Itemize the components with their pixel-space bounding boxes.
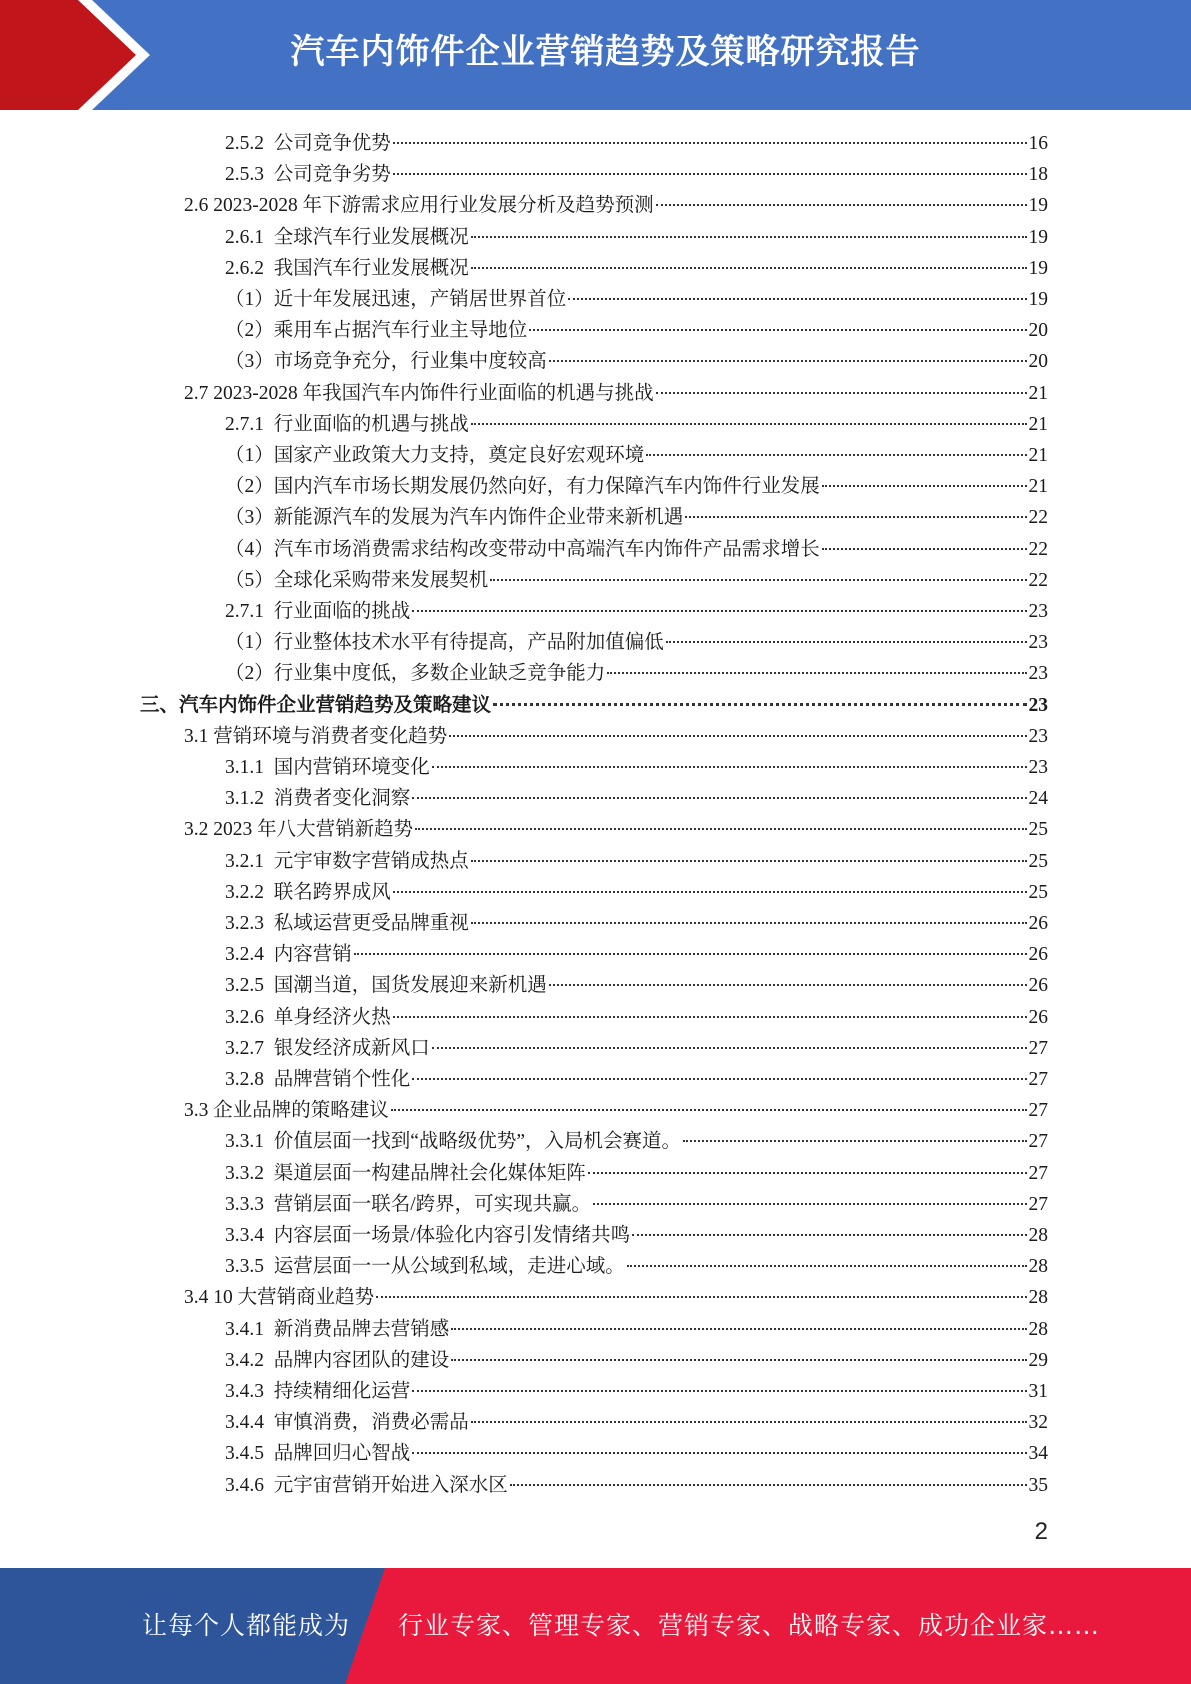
toc-entry[interactable]	[225, 315, 1048, 346]
toc-leader-dots	[549, 984, 1027, 986]
toc-entry-number: 3.4	[184, 1287, 209, 1309]
toc-entry-page: 34	[1028, 1443, 1048, 1465]
toc-entry[interactable]	[225, 440, 1048, 471]
toc-entry-title	[225, 783, 410, 814]
toc-entry-page: 32	[1028, 1412, 1048, 1434]
toc-entry-title	[225, 1470, 508, 1501]
toc-entry-number: 3.3	[184, 1100, 209, 1122]
toc-entry-number: （4）	[225, 538, 274, 560]
toc-leader-dots	[471, 236, 1027, 238]
toc-leader-dots	[627, 1265, 1027, 1267]
toc-entry-text: 私域运营更受品牌重视	[273, 913, 469, 934]
toc-leader-dots	[471, 922, 1027, 924]
toc-entry-title	[184, 190, 654, 221]
toc-leader-dots	[412, 1390, 1026, 1392]
toc-entry-page: 26	[1028, 975, 1048, 997]
toc-entry-number: 3.2.7	[225, 1037, 264, 1059]
toc-leader-dots	[549, 360, 1027, 362]
toc-entry-page: 27	[1028, 1193, 1048, 1215]
toc-entry[interactable]	[225, 908, 1048, 939]
toc-entry-page: 25	[1028, 881, 1048, 903]
toc-entry-page: 22	[1028, 538, 1048, 560]
toc-entry-page: 19	[1028, 226, 1048, 248]
toc-entry-page: 18	[1028, 164, 1048, 186]
toc-entry-title	[225, 534, 820, 565]
toc-entry-title	[225, 159, 391, 190]
toc-entry-text: 单身经济火热	[273, 1006, 391, 1028]
toc-entry[interactable]	[225, 1064, 1048, 1095]
toc-entry[interactable]	[225, 1126, 1048, 1157]
toc-entry-title	[225, 1126, 681, 1157]
toc-entry-page: 20	[1028, 351, 1048, 373]
toc-entry-number: 3.2.6	[225, 1006, 264, 1028]
toc-entry[interactable]	[184, 814, 1048, 845]
toc-entry-number: 3.2.2	[225, 881, 264, 903]
toc-leader-dots	[471, 267, 1027, 269]
toc-entry-title	[225, 1407, 469, 1438]
toc-entry[interactable]	[225, 1376, 1048, 1407]
toc-entry-page: 22	[1028, 569, 1048, 591]
toc-entry-text: 元宇审数字营销成热点	[273, 850, 469, 872]
toc-entry-title	[225, 1033, 430, 1064]
toc-entry-text: 市场竞争充分，行业集中度较高	[273, 351, 547, 373]
toc-entry-title	[225, 1251, 625, 1282]
toc-leader-dots	[822, 485, 1027, 487]
toc-entry-number: 3.2.5	[225, 975, 264, 997]
toc-entry-text: 营销层面一联名/跨界，可实现共赢。	[273, 1193, 592, 1215]
toc-entry[interactable]	[184, 1095, 1048, 1126]
toc-leader-dots	[822, 548, 1027, 550]
toc-entry-number: 3.3.2	[225, 1162, 264, 1184]
toc-entry-number: 3.4.1	[225, 1318, 264, 1340]
toc-entry-text: 我国汽车行业发展概况	[273, 257, 469, 279]
toc-entry-page: 27	[1028, 1069, 1048, 1090]
toc-entry[interactable]	[225, 284, 1048, 315]
toc-entry-number: （2）	[225, 320, 274, 342]
toc-entry-text: 联名跨界成风	[273, 881, 391, 903]
toc-entry-page: 28	[1028, 1256, 1048, 1278]
toc-entry-page: 27	[1028, 1131, 1048, 1153]
toc-entry-number: （1）	[225, 289, 274, 310]
toc-leader-dots	[449, 735, 1026, 737]
toc-entry[interactable]	[225, 846, 1048, 877]
toc-entry-title	[184, 814, 413, 845]
toc-entry-number: 3.3.3	[225, 1193, 264, 1215]
toc-leader-dots	[412, 797, 1026, 799]
toc-entry-text: 消费者变化洞察	[273, 788, 411, 810]
toc-entry[interactable]	[225, 1220, 1048, 1251]
toc-entry-text: 2023 年八大营销新趋势	[213, 819, 414, 841]
toc-leader-dots	[451, 1328, 1026, 1330]
toc-entry[interactable]	[140, 690, 1048, 721]
toc-leader-dots	[490, 579, 1026, 581]
toc-entry[interactable]	[184, 721, 1048, 752]
toc-entry-page: 26	[1028, 944, 1048, 966]
toc-entry-title	[184, 378, 654, 409]
toc-entry-page: 27	[1028, 1162, 1048, 1184]
footer-slogan-right: 行业专家、管理专家、营销专家、战略专家、成功企业家……	[398, 1611, 1101, 1640]
toc-entry-title	[225, 409, 469, 440]
toc-entry-number: 3.4.2	[225, 1349, 264, 1371]
toc-entry-page: 19	[1028, 257, 1048, 279]
toc-entry[interactable]	[225, 1002, 1048, 1033]
toc-entry-text: 新消费品牌去营销感	[273, 1318, 450, 1340]
toc-entry-page: 28	[1028, 1287, 1048, 1309]
toc-entry-title	[225, 346, 547, 377]
toc-entry-text: 行业集中度低，多数企业缺乏竞争能力	[273, 663, 606, 685]
toc-entry-number: 3.1	[184, 725, 209, 747]
toc-leader-dots	[451, 1359, 1026, 1361]
toc-entry-page: 19	[1028, 195, 1048, 217]
toc-entry[interactable]	[184, 378, 1048, 409]
toc-leader-dots	[432, 766, 1027, 768]
toc-leader-dots	[656, 204, 1027, 206]
toc-entry[interactable]	[225, 222, 1048, 253]
footer-slogan-left: 让每个人都能成为	[142, 1611, 351, 1640]
toc-entry-title	[140, 690, 491, 721]
toc-entry-number: 3.2.8	[225, 1069, 264, 1090]
toc-entry-number: （5）	[225, 569, 274, 591]
toc-entry-number: 3.2	[184, 819, 209, 841]
toc-entry-number: 3.4.4	[225, 1412, 264, 1434]
toc-entry-text: 2023-2028 年我国汽车内饰件行业面临的机遇与挑战	[213, 382, 654, 404]
toc-entry-text: 2023-2028 年下游需求应用行业发展分析及趋势预测	[213, 195, 654, 217]
toc-entry[interactable]	[225, 970, 1048, 1001]
toc-entry-text: 公司竞争劣势	[273, 164, 391, 186]
toc-entry-page: 25	[1028, 819, 1048, 841]
toc-entry-text: 全球化采购带来发展契机	[273, 569, 489, 591]
toc-entry-text: 国内营销环境变化	[273, 757, 430, 778]
toc-entry-number: 2.7	[184, 382, 209, 404]
toc-entry-text: 营销环境与消费者变化趋势	[213, 725, 448, 747]
toc-entry-number: 2.6.2	[225, 257, 264, 279]
toc-entry-text: 新能源汽车的发展为汽车内饰件企业带来新机遇	[273, 507, 684, 529]
toc-entry-text: 品牌内容团队的建设	[273, 1349, 450, 1371]
toc-entry-page: 23	[1028, 694, 1048, 716]
toc-entry[interactable]	[225, 939, 1048, 970]
toc-entry[interactable]	[225, 1407, 1048, 1438]
toc-entry-number: 3.1.1	[225, 757, 264, 778]
toc-entry-title	[225, 877, 391, 908]
toc-entry-number: 3.1.2	[225, 788, 264, 810]
toc-entry[interactable]	[225, 565, 1048, 596]
toc-entry-number: （1）	[225, 632, 274, 654]
toc-entry[interactable]	[225, 1314, 1048, 1345]
toc-entry-title	[184, 1095, 389, 1126]
toc-entry-text: 元宇宙营销开始进入深水区	[273, 1474, 508, 1496]
toc-entry-title	[225, 1345, 449, 1376]
toc-entry[interactable]	[225, 596, 1048, 627]
toc-entry[interactable]	[225, 1345, 1048, 1376]
toc-entry[interactable]	[225, 502, 1048, 533]
toc-entry-number: （3）	[225, 507, 274, 529]
toc-entry-number: 三、	[140, 694, 180, 716]
toc-entry-number: （2）	[225, 663, 274, 685]
toc-entry-title	[225, 1064, 410, 1095]
toc-leader-dots	[683, 1140, 1026, 1142]
toc-entry-page: 35	[1028, 1474, 1048, 1496]
toc-entry-number: 3.3.4	[225, 1225, 264, 1246]
toc-leader-dots	[432, 1047, 1027, 1049]
toc-leader-dots	[471, 1421, 1027, 1423]
toc-leader-dots	[393, 173, 1027, 175]
toc-entry-number: 3.3.1	[225, 1131, 264, 1153]
toc-entry-text: 国家产业政策大力支持，奠定良好宏观环境	[273, 445, 645, 466]
page-header	[0, 0, 1191, 110]
toc-entry-title	[225, 1189, 591, 1220]
toc-leader-dots	[412, 1078, 1026, 1080]
toc-entry-title	[184, 721, 447, 752]
toc-entry-number: 2.7.1	[225, 413, 264, 435]
toc-entry-text: 内容营销	[273, 944, 352, 966]
toc-entry[interactable]	[225, 752, 1048, 783]
toc-entry-text: 汽车内饰件企业营销趋势及策略建议	[179, 694, 492, 716]
toc-entry-text: 企业品牌的策略建议	[213, 1100, 389, 1122]
toc-entry-number: 3.4.3	[225, 1381, 264, 1402]
toc-entry-page: 25	[1028, 850, 1048, 872]
toc-leader-dots	[593, 1203, 1026, 1205]
toc-leader-dots	[376, 1296, 1026, 1298]
toc-leader-dots	[632, 1234, 1026, 1236]
toc-entry-title	[225, 222, 469, 253]
toc-leader-dots	[393, 891, 1027, 893]
toc-entry-title	[225, 1376, 410, 1407]
toc-leader-dots	[529, 329, 1026, 331]
toc-entry-number: （1）	[225, 445, 274, 466]
toc-entry[interactable]	[225, 471, 1048, 502]
toc-entry-text: 运营层面一一从公域到私域，走进心域。	[273, 1256, 625, 1278]
toc-entry[interactable]	[225, 534, 1048, 565]
toc-entry-text: 汽车市场消费需求结构改变带动中高端汽车内饰件产品需求增长	[273, 538, 820, 560]
toc-entry-title	[225, 440, 644, 471]
toc-entry[interactable]	[225, 159, 1048, 190]
toc-leader-dots	[391, 1109, 1027, 1111]
toc-entry-text: 行业面临的挑战	[273, 601, 411, 622]
toc-entry-title	[225, 565, 488, 596]
toc-entry-text: 行业整体技术水平有待提高，产品附加值偏低	[273, 632, 664, 654]
toc-entry-page: 27	[1028, 1100, 1048, 1122]
toc-entry-number: 2.6.1	[225, 226, 264, 248]
toc-leader-dots	[568, 298, 1026, 300]
toc-entry[interactable]	[225, 877, 1048, 908]
toc-entry-text: 持续精细化运营	[273, 1381, 411, 1402]
toc-entry-text: 公司竞争优势	[273, 133, 391, 154]
toc-entry-title	[225, 596, 410, 627]
toc-entry-text: 行业面临的机遇与挑战	[273, 413, 469, 435]
toc-entry-page: 28	[1028, 1225, 1048, 1246]
toc-entry-text: 乘用车占据汽车行业主导地位	[273, 320, 528, 342]
toc-entry[interactable]	[225, 346, 1048, 377]
toc-entry-page: 23	[1028, 663, 1048, 685]
toc-entry-text: 国内汽车市场长期发展仍然向好，有力保障汽车内饰件行业发展	[273, 476, 820, 498]
toc-entry-page: 20	[1028, 320, 1048, 342]
toc-entry-title	[225, 315, 527, 346]
toc-entry[interactable]	[225, 1470, 1048, 1501]
toc-entry-title	[225, 471, 820, 502]
toc-leader-dots	[685, 516, 1026, 518]
toc-leader-dots	[393, 142, 1027, 144]
toc-entry-title	[225, 253, 469, 284]
toc-entry-number: （3）	[225, 351, 274, 373]
toc-entry[interactable]	[225, 627, 1048, 658]
toc-entry-number: 2.5.3	[225, 164, 264, 186]
toc-entry-text: 国潮当道，国货发展迎来新机遇	[273, 975, 547, 997]
toc-leader-dots	[412, 1452, 1026, 1454]
toc-entry[interactable]	[225, 128, 1048, 159]
page-title: 汽车内饰件企业营销趋势及策略研究报告	[290, 32, 921, 72]
toc-entry-page: 26	[1028, 913, 1048, 934]
toc-entry-title	[225, 1158, 586, 1189]
toc-entry-text: 近十年发展迅速，产销居世界首位	[273, 289, 567, 310]
toc-entry-title	[225, 908, 469, 939]
toc-entry-number: 2.6	[184, 195, 209, 217]
toc-leader-dots	[415, 828, 1026, 830]
toc-entry-page: 24	[1028, 788, 1048, 810]
toc-leader-dots	[354, 953, 1027, 955]
toc-entry-text: 价值层面一找到“战略级优势”，入局机会赛道。	[273, 1131, 682, 1153]
toc-entry-page: 29	[1028, 1349, 1048, 1371]
toc-entry-title	[225, 658, 605, 689]
toc-entry-page: 23	[1028, 632, 1048, 654]
toc-entry-page: 23	[1028, 601, 1048, 622]
toc-entry-title	[225, 1314, 449, 1345]
toc-entry-page: 23	[1028, 757, 1048, 778]
toc-leader-dots	[471, 423, 1027, 425]
page-footer	[0, 1568, 1191, 1684]
toc-entry-page: 23	[1028, 725, 1048, 747]
page-number: 2	[1034, 1518, 1048, 1545]
toc-entry-text: 审慎消费，消费必需品	[273, 1412, 469, 1434]
toc-entry-text: 全球汽车行业发展概况	[273, 226, 469, 248]
toc-entry-text: 10 大营销商业趋势	[213, 1287, 375, 1309]
toc-entry-title	[225, 1002, 391, 1033]
toc-entry[interactable]	[225, 1158, 1048, 1189]
toc-leader-dots	[510, 1484, 1027, 1486]
toc-entry-text: 银发经济成新风口	[273, 1037, 430, 1059]
toc-leader-dots	[646, 454, 1026, 456]
toc-entry-title	[225, 284, 566, 315]
toc-entry[interactable]	[225, 253, 1048, 284]
toc-entry[interactable]	[225, 409, 1048, 440]
toc-entry-title	[225, 1438, 410, 1469]
toc-leader-dots	[588, 1172, 1027, 1174]
toc-leader-dots	[656, 392, 1027, 394]
toc-entry-title	[225, 128, 391, 159]
toc-entry-page: 28	[1028, 1318, 1048, 1340]
toc-entry-title	[184, 1282, 374, 1313]
toc-entry-text: 内容层面一场景/体验化内容引发情绪共鸣	[273, 1225, 631, 1246]
toc-entry-page: 22	[1028, 507, 1048, 529]
toc-leader-dots	[493, 703, 1026, 706]
toc-entry-title	[225, 846, 469, 877]
toc-entry-page: 21	[1028, 476, 1048, 498]
toc-entry-page: 16	[1028, 133, 1048, 154]
toc-entry-number: 3.2.4	[225, 944, 264, 966]
toc-entry-number: 3.4.5	[225, 1443, 264, 1465]
toc-entry[interactable]	[225, 1189, 1048, 1220]
toc-entry[interactable]	[225, 783, 1048, 814]
toc-entry-number: 2.7.1	[225, 601, 264, 622]
toc-entry[interactable]	[184, 1282, 1048, 1313]
toc-leader-dots	[393, 1016, 1027, 1018]
toc-entry-title	[225, 1220, 630, 1251]
toc-entry-number: 3.2.1	[225, 850, 264, 872]
toc-entry-page: 27	[1028, 1037, 1048, 1059]
toc-entry-title	[225, 502, 683, 533]
toc-entry-page: 31	[1028, 1381, 1048, 1402]
toc-entry-title	[225, 752, 430, 783]
toc-entry-text: 品牌回归心智战	[273, 1443, 411, 1465]
toc-entry[interactable]	[225, 1251, 1048, 1282]
toc-entry-page: 21	[1028, 445, 1048, 466]
toc-entry-title	[225, 970, 547, 1001]
toc-entry-number: 3.3.5	[225, 1256, 264, 1278]
toc-entry-number: 3.4.6	[225, 1474, 264, 1496]
toc-entry[interactable]	[225, 1438, 1048, 1469]
toc-entry[interactable]	[184, 190, 1048, 221]
toc-entry-page: 19	[1028, 289, 1048, 310]
toc-entry[interactable]	[225, 658, 1048, 689]
toc-leader-dots	[607, 672, 1026, 674]
toc-leader-dots	[412, 610, 1026, 612]
toc-leader-dots	[666, 641, 1027, 643]
toc-leader-dots	[471, 860, 1027, 862]
toc-entry-text: 品牌营销个性化	[273, 1069, 411, 1090]
toc-entry-title	[225, 939, 352, 970]
toc-entry-page: 26	[1028, 1006, 1048, 1028]
toc-entry-page: 21	[1028, 382, 1048, 404]
toc-entry-title	[225, 627, 664, 658]
toc-entry-number: 3.2.3	[225, 913, 264, 934]
toc-entry-text: 渠道层面一构建品牌社会化媒体矩阵	[273, 1162, 586, 1184]
toc-entry[interactable]	[225, 1033, 1048, 1064]
toc-entry-number: （2）	[225, 476, 274, 498]
toc-entry-page: 21	[1028, 413, 1048, 435]
toc-entry-number: 2.5.2	[225, 133, 264, 154]
